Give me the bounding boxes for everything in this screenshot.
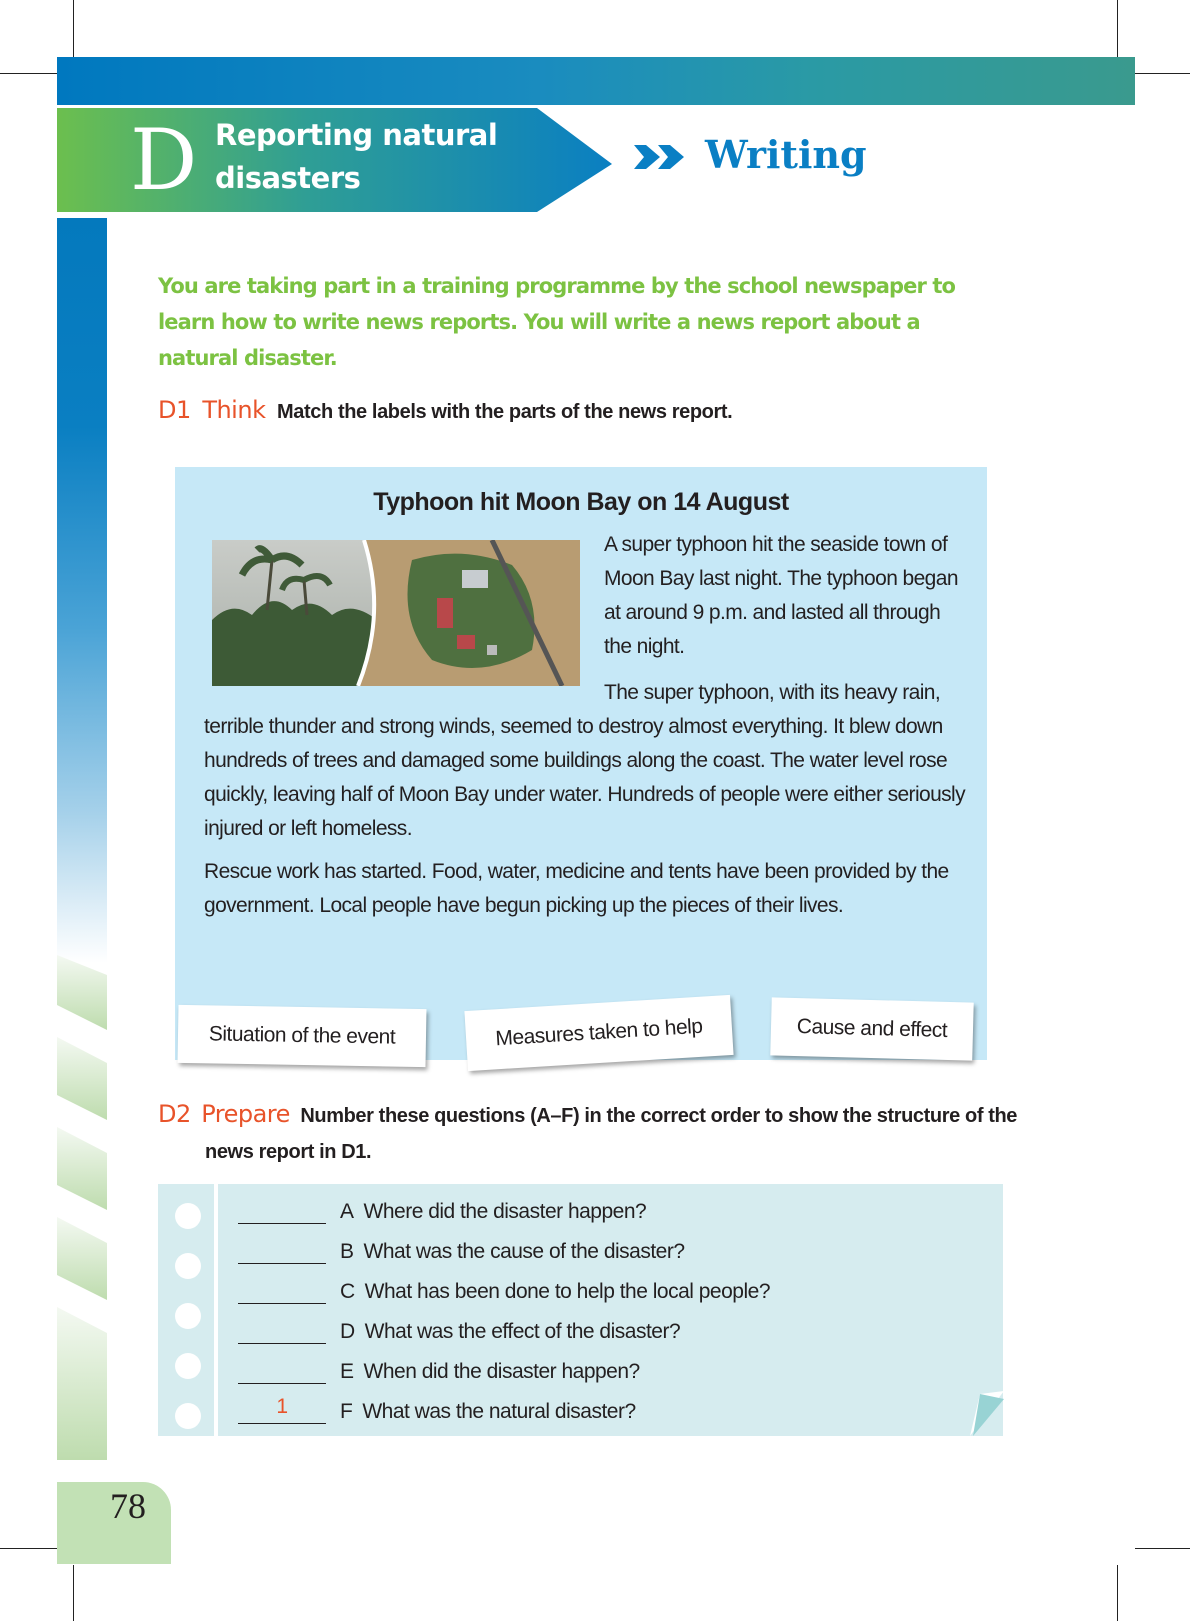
crop-mark	[1135, 1548, 1190, 1549]
crop-mark	[1117, 1565, 1118, 1621]
question-text: What was the effect of the disaster?	[364, 1320, 681, 1343]
top-color-band	[57, 57, 1135, 105]
d1-label: Think	[202, 396, 266, 424]
question-row	[238, 1232, 685, 1264]
left-decorative-slants	[57, 955, 109, 1470]
question-letter: C	[340, 1280, 355, 1303]
double-chevron-right-icon	[634, 143, 690, 176]
binder-hole-icon	[175, 1353, 201, 1379]
question-text: What has been done to help the local people?	[364, 1280, 770, 1303]
d2-code: D2	[158, 1100, 191, 1128]
crop-mark	[73, 1565, 74, 1621]
question-letter: A	[340, 1200, 354, 1223]
article-paragraph-1: A super typhoon hit the seaside town of Moon Bay last night. The typhoon began at around 9 p.m. and lasted all through the night.	[604, 533, 958, 658]
binder-hole-icon	[175, 1203, 201, 1229]
crop-mark	[1135, 73, 1190, 74]
article-paragraph-3: Rescue work has started. Food, water, medicine and tents have been provided by the government. Local people have begun picking up the pieces of their lives.	[204, 860, 949, 917]
page-number: 78	[110, 1486, 146, 1526]
question-text: When did the disaster happen?	[363, 1360, 640, 1383]
question-letter: F	[340, 1400, 353, 1423]
question-letter: D	[340, 1320, 355, 1343]
label-card-cause-effect[interactable]: Cause and effect	[770, 997, 973, 1060]
question-row	[238, 1392, 636, 1424]
answer-blank[interactable]	[238, 1313, 326, 1344]
binder-hole-icon	[175, 1253, 201, 1279]
d1-instruction: Match the labels with the parts of the news report.	[277, 401, 733, 423]
article-headline: Typhoon hit Moon Bay on 14 August	[373, 488, 789, 516]
answer-blank[interactable]	[238, 1233, 326, 1264]
answer-blank[interactable]: 1	[238, 1393, 326, 1424]
crop-mark	[0, 1548, 57, 1549]
crop-mark	[73, 0, 74, 57]
question-text: Where did the disaster happen?	[363, 1200, 647, 1223]
answer-blank[interactable]	[238, 1273, 326, 1304]
crop-mark	[1117, 0, 1118, 57]
skill-label: Writing	[705, 132, 867, 177]
question-row	[238, 1272, 770, 1304]
d2-instruction: Number these questions (A–F) in the correct order to show the structure of the news report in D1.	[205, 1105, 1018, 1163]
d1-heading	[158, 396, 732, 424]
article-photo	[212, 540, 580, 686]
question-letter: B	[340, 1240, 354, 1263]
question-row	[238, 1312, 680, 1344]
article-paragraph-2: The super typhoon, with its heavy rain, terrible thunder and strong winds, seemed to destroy almost everything. It blew down hundreds of trees and damaged some buildings along the coast. The water level rose quickly, leaving half of Moon Bay under water. Hundreds of people were either seriously injured or left homeless.	[204, 681, 966, 840]
section-title-line1: Reporting natural	[215, 118, 498, 152]
answer-blank[interactable]	[238, 1193, 326, 1224]
label-card-situation[interactable]: Situation of the event	[178, 1005, 427, 1067]
left-decorative-stripe	[57, 218, 107, 963]
section-letter: D	[130, 111, 198, 209]
question-text: What was the cause of the disaster?	[363, 1240, 685, 1263]
binder-hole-icon	[175, 1403, 201, 1429]
crop-mark	[0, 73, 57, 74]
questions-box-divider	[214, 1184, 218, 1436]
section-title-line2: disasters	[215, 161, 361, 195]
page-curl-icon	[970, 1391, 1004, 1442]
question-text: What was the natural disaster?	[362, 1400, 636, 1423]
question-row	[238, 1192, 646, 1224]
d2-heading	[158, 1097, 1025, 1171]
intro-text: You are taking part in a training programme by the school newspaper to learn how to write news reports. You will write a news report about a natural disaster.	[158, 274, 956, 370]
question-row	[238, 1352, 640, 1384]
answer-blank[interactable]	[238, 1353, 326, 1384]
binder-hole-icon	[175, 1303, 201, 1329]
d1-code: D1	[158, 396, 191, 424]
label-card-measures[interactable]: Measures taken to help	[464, 995, 733, 1071]
d2-label: Prepare	[201, 1100, 290, 1128]
section-title	[215, 114, 497, 200]
question-letter: E	[340, 1360, 354, 1383]
